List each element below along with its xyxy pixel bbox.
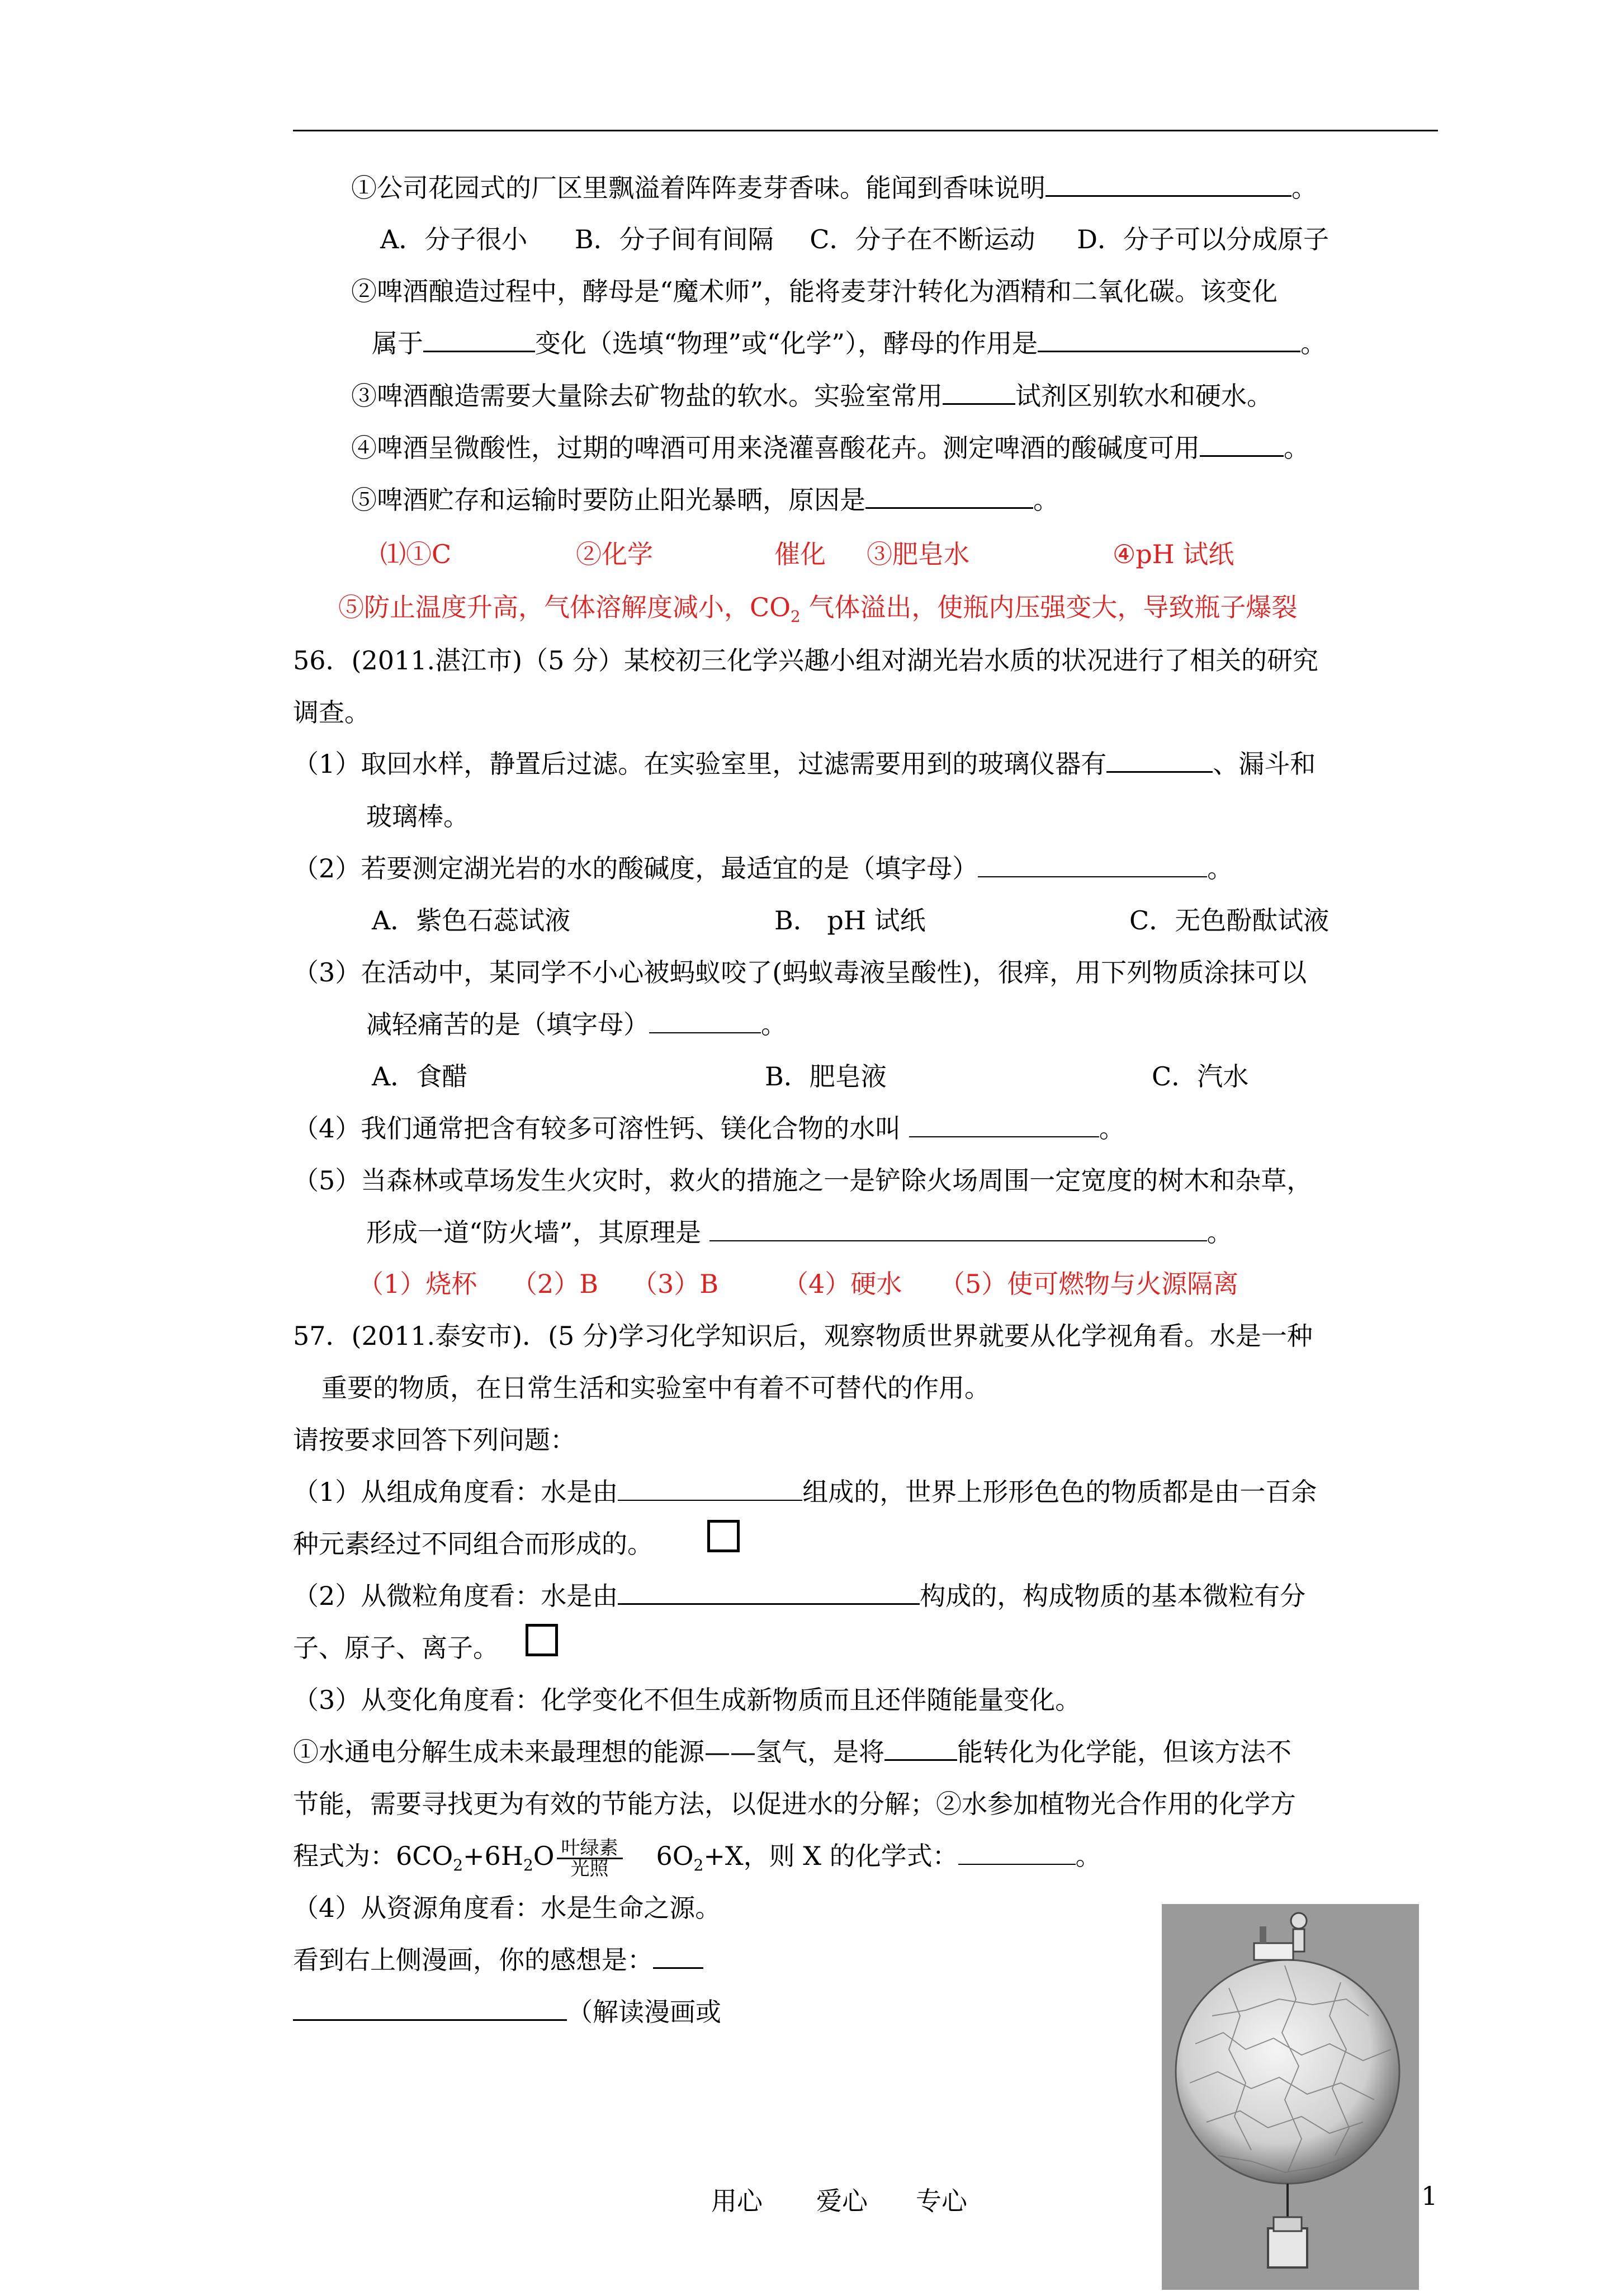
answer-blank[interactable] [709,1218,1207,1241]
q56-p3-option-a: A．食醋 [372,1061,468,1092]
answer-blank[interactable] [423,328,535,352]
q56-answer-3: （3）B [632,1269,719,1299]
q57-p4b: 看到右上侧漫画，你的感想是： [293,1940,703,1977]
q56-answer-4: （4）硬水 [783,1269,902,1299]
q56-p3-cont: 减轻痛苦的是（填字母） 。 [366,1009,787,1040]
answer-blank[interactable] [649,1010,761,1033]
q55-answer-4: ③肥皂水 [867,539,969,569]
option-a: A．分子很小 [380,224,528,254]
q57-p3b: 节能，需要寻找更为有效的节能方法，以促进水的分解；②水参加植物光合作用的化学方 [293,1789,1296,1819]
answer-blank[interactable] [1200,433,1284,457]
option-d: D．分子可以分成原子 [1077,224,1330,254]
reaction-conditions: $\frac{\text{叶绿素}}{\text{光照}}$ [557,1839,623,1878]
q56-p3-option-b: B．肥皂液 [765,1061,887,1092]
q56-p5-cont: 形成一道“防火墙”，其原理是 。 [366,1217,1233,1248]
q57-p4: （4）从资源角度看：水是生命之源。 [293,1893,721,1923]
q55-s1-options [380,219,1329,256]
q56-p1: （1）取回水样，静置后过滤。在实验室里，过滤需要用到的玻璃仪器有 、漏斗和 [293,749,1316,779]
q55-answer-5: ④pH 试纸 [1113,539,1234,569]
q56-p2-option-a: A．紫色石蕊试液 [372,905,571,936]
q57-intro: 请按要求回答下列问题： [293,1425,576,1455]
page-number: 1 [1421,2181,1438,2211]
q56-answer-1: （1）烧杯 [358,1269,477,1299]
q55-answer-2: ②化学 [576,539,653,569]
answer-blank[interactable] [884,1737,957,1761]
q56-p3-option-c: C．汽水 [1152,1061,1249,1092]
answer-blank[interactable] [618,1477,802,1501]
q55-s2b: 属于 变化（选填“物理”或“化学”），酵母的作用是 。 [372,328,1327,358]
q55-answer-6: ⑤防止温度升高，气体溶解度减小，$CO_2$ 气体溢出，使瓶内压强变大，导致瓶子爆裂 [338,592,1298,626]
footer-motto-2: 爱心 [816,2186,868,2216]
q57-p2-cont: 子、原子、离子。 [293,1633,499,1663]
checkbox[interactable] [707,1520,740,1552]
q55-s4: ④啤酒呈微酸性，过期的啤酒可用来浇灌喜酸花卉。测定啤酒的酸碱度可用 。 [351,433,1309,463]
q56-p2-option-b: B． pH 试纸 [774,905,926,936]
answer-blank[interactable] [293,1997,567,2021]
footer-motto-1: 用心 [711,2186,763,2216]
footer-motto-3: 专心 [916,2186,967,2216]
q57-title: 57．(2011.泰安市)．(5 分)学习化学知识后，观察物质世界就要从化学视角看。水是一种 [293,1321,1313,1351]
q57-p4c: （解读漫画或 [293,1992,721,2029]
option-c: C．分子在不断运动 [810,224,1035,254]
q57-p3a: ①水通电分解生成未来最理想的能源——氢气，是将 能转化为化学能，但该方法不 [293,1737,1291,1767]
q55-s2a: ②啤酒酿造过程中，酵母是“魔术师”，能将麦芽汁转化为酒精和二氧化碳。该变化 [351,276,1278,306]
q55-answer-3: 催化 [774,539,826,569]
answer-blank[interactable] [618,1581,920,1605]
answer-blank[interactable] [1045,173,1291,197]
q55-s5: ⑤啤酒贮存和运输时要防止阳光暴晒，原因是 。 [351,485,1059,515]
q57-title-cont: 重要的物质，在日常生活和实验室中有着不可替代的作用。 [321,1373,990,1403]
q56-answer-2: （2）B [512,1269,599,1299]
header-rule [293,130,1438,131]
q56-p5: （5）当森林或草场发生火灾时，救火的措施之一是铲除火场周围一定宽度的树木和杂草， [293,1165,1313,1196]
answer-blank[interactable] [958,1841,1076,1865]
q56-title-cont: 调查。 [293,697,370,727]
q56-p3: （3）在活动中，某同学不小心被蚂蚁咬了(蚂蚁毒液呈酸性)，很痒，用下列物质涂抹可以 [293,957,1307,988]
q57-p2: （2）从微粒角度看：水是由 构成的，构成物质的基本微粒有分 [293,1581,1306,1611]
q56-title: 56．(2011.湛江市)（5 分）某校初三化学兴趣小组对湖光岩水质的状况进行了相关的研究 [293,645,1319,675]
answer-blank[interactable] [1106,749,1213,773]
q56-p2: （2）若要测定湖光岩的水的酸碱度，最适宜的是（填字母） 。 [293,853,1233,884]
answer-blank[interactable] [1038,328,1300,352]
answer-blank[interactable] [865,485,1033,509]
q56-p1-cont: 玻璃棒。 [366,801,469,832]
q57-p1: （1）从组成角度看：水是由 组成的，世界上形形色色的物质都是由一百余 [293,1477,1317,1507]
answer-blank[interactable] [943,381,1015,405]
q57-p1-cont: 种元素经过不同组合而形成的。 [293,1529,653,1559]
answer-blank[interactable] [978,854,1207,877]
q55-s3: ③啤酒酿造需要大量除去矿物盐的软水。实验室常用 试剂区别软水和硬水。 [351,381,1272,411]
answer-blank[interactable] [653,1945,703,1969]
q57-equation: 程式为：$6CO_2+6H_2O$ $\frac{\text{叶绿素}}{\text{光照}}$ $6O_2+X$，则 X 的化学式： 。 [293,1836,1101,1880]
q56-p2-option-c: C．无色酚酞试液 [1129,905,1330,936]
q57-p3: （3）从变化角度看：化学变化不但生成新物质而且还伴随能量变化。 [293,1685,1081,1715]
q55-s1: ①公司花园式的厂区里飘溢着阵阵麦芽香味。能闻到香味说明 。 [351,173,1317,203]
q56-p4: （4）我们通常把含有较多可溶性钙、镁化合物的水叫 。 [293,1113,1125,1144]
option-b: B．分子间有间隔 [574,224,774,254]
checkbox[interactable] [526,1624,558,1656]
answer-blank[interactable] [909,1114,1099,1137]
cartoon-image [1162,1904,1419,2290]
q55-answer-1: ⑴①C [380,539,452,569]
q56-answer-5: （5）使可燃物与火源隔离 [939,1269,1239,1299]
